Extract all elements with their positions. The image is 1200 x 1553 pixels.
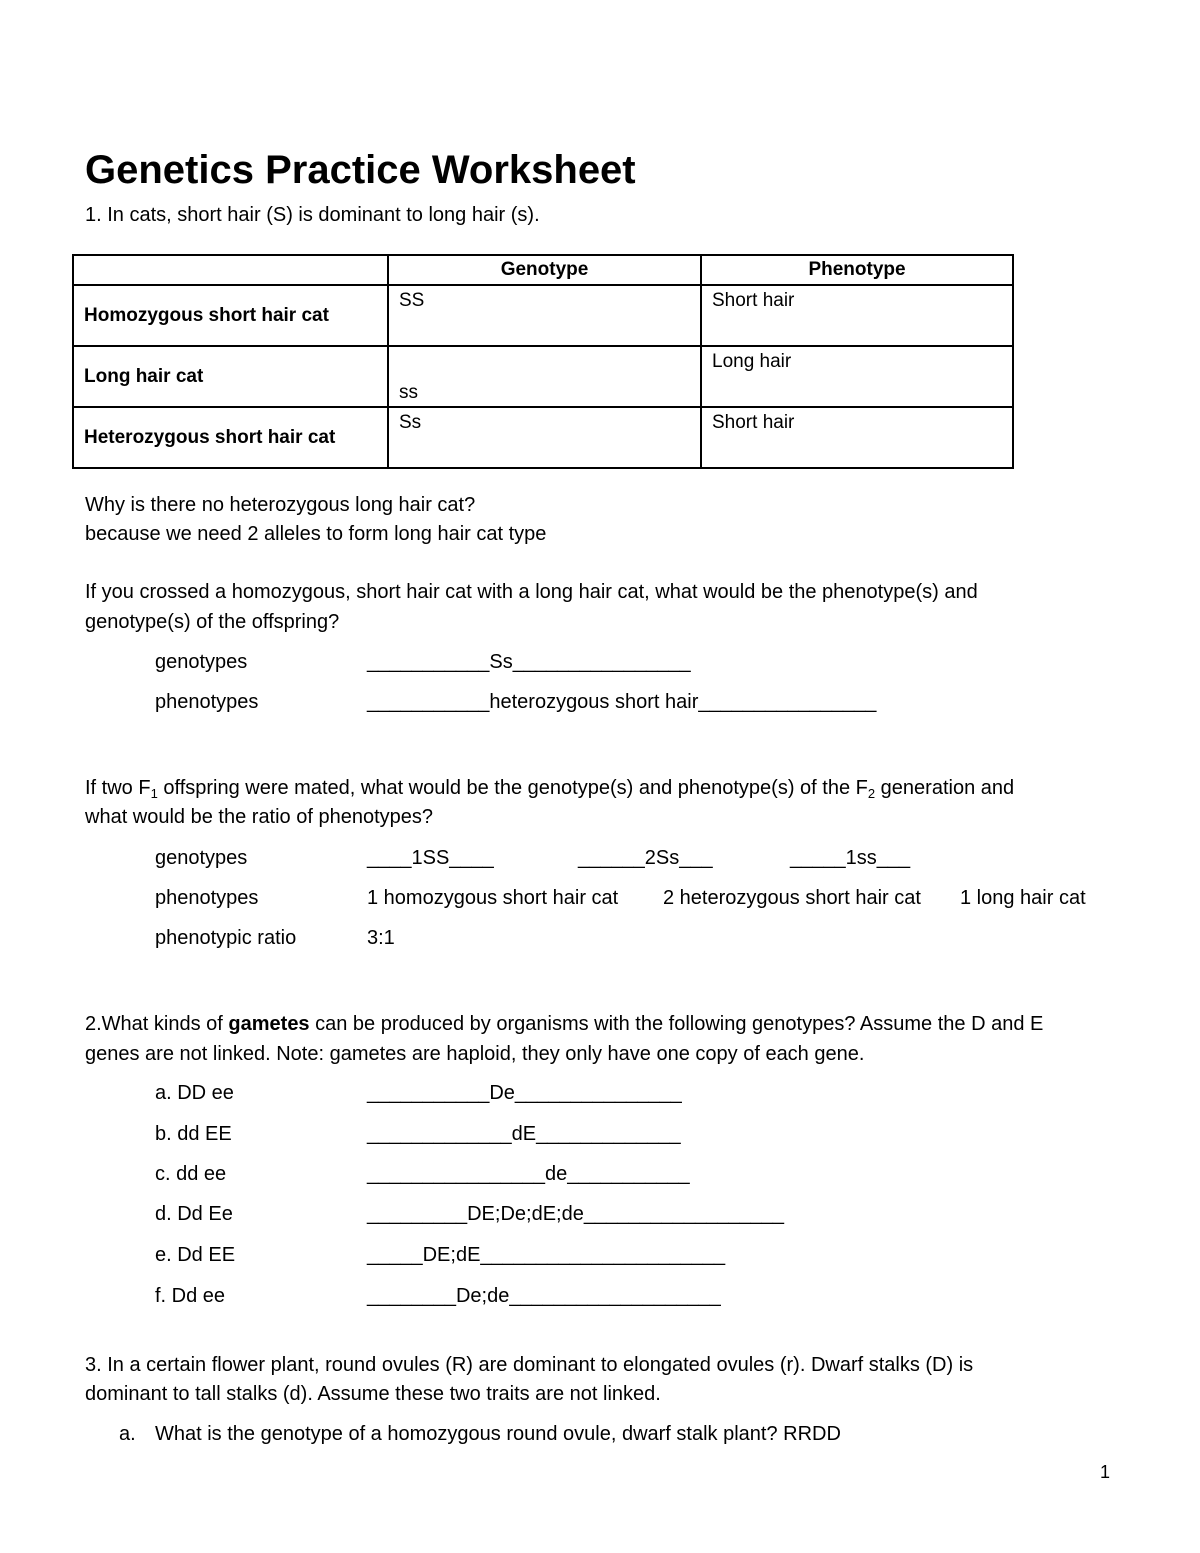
gamete-item-label: d. Dd Ee	[155, 1203, 233, 1225]
cross-genotypes-label: genotypes	[155, 651, 248, 673]
f2-question-part2: offspring were mated, what would be the genotype(s) and phenotype(s) of the F	[157, 777, 868, 799]
f2-genotype-3: _____1ss___	[790, 847, 911, 869]
row-genotype: ss	[388, 346, 701, 407]
q2-line1-bold: gametes	[228, 1013, 310, 1035]
gamete-item-answer: ________________de___________	[367, 1163, 690, 1185]
q2-line1	[85, 1012, 1043, 1036]
genotype-table	[72, 254, 1014, 469]
q2-line1-pre: 2.What kinds of	[85, 1013, 229, 1035]
f2-question-part1: If two F	[85, 777, 151, 799]
gamete-item-answer: ___________De_______________	[367, 1082, 682, 1104]
f2-phenotype-1: 1 homozygous short hair cat	[367, 887, 619, 909]
table-header-genotype: Genotype	[388, 255, 701, 285]
cross-question-line2: genotype(s) of the offspring?	[85, 611, 340, 633]
cross-phenotypes-label: phenotypes	[155, 691, 259, 713]
f2-subscript: 2	[867, 786, 876, 801]
table-header-empty	[73, 255, 388, 285]
q2-line2: genes are not linked. Note: gametes are haploid, they only have one copy of each gene.	[85, 1043, 865, 1065]
q1-intro: 1. In cats, short hair (S) is dominant to long hair (s).	[85, 204, 540, 226]
q2-line1-post: can be produced by organisms with the following genotypes? Assume the D and E	[309, 1013, 1044, 1035]
table-row	[73, 285, 1013, 346]
page-number: 1	[1099, 1462, 1110, 1482]
table-header-row	[73, 255, 1013, 285]
q3a-text: What is the genotype of a homozygous round ovule, dwarf stalk plant? RRDD	[155, 1423, 841, 1445]
row-genotype: SS	[388, 285, 701, 346]
gamete-item-answer: _________DE;De;dE;de__________________	[367, 1203, 785, 1225]
f2-question-part3: generation and	[875, 777, 1015, 799]
gamete-item-label: a. DD ee	[155, 1082, 234, 1104]
f2-phenotypes-label: phenotypes	[155, 887, 259, 909]
row-label: Long hair cat	[73, 346, 388, 407]
f2-genotype-1: ____1SS____	[367, 847, 494, 869]
f2-genotype-2: ______2Ss___	[578, 847, 713, 869]
gamete-item-answer: _____DE;dE______________________	[367, 1244, 726, 1266]
page-title: Genetics Practice Worksheet	[85, 148, 636, 192]
table-header-phenotype: Phenotype	[701, 255, 1013, 285]
q3-line2: dominant to tall stalks (d). Assume these two traits are not linked.	[85, 1383, 661, 1405]
row-phenotype: Long hair	[701, 346, 1013, 407]
cross-phenotypes-answer: ___________heterozygous short hair________________	[367, 691, 877, 713]
f2-question-line2: what would be the ratio of phenotypes?	[85, 806, 434, 828]
f2-question-line1	[85, 776, 1014, 806]
why-question: Why is there no heterozygous long hair cat?	[85, 494, 476, 516]
f2-phenotype-2: 2 heterozygous short hair cat	[663, 887, 921, 909]
f1-subscript: 1	[150, 786, 158, 801]
f2-ratio-value: 3:1	[367, 927, 395, 949]
cross-question-line1: If you crossed a homozygous, short hair cat with a long hair cat, what would be the phenotype(s) and	[85, 581, 978, 603]
gamete-item-label: e. Dd EE	[155, 1244, 236, 1266]
f2-genotypes-label: genotypes	[155, 847, 248, 869]
row-genotype: Ss	[388, 407, 701, 468]
gamete-item-answer: _____________dE_____________	[367, 1123, 681, 1145]
table-row	[73, 346, 1013, 407]
q3a-label: a.	[119, 1423, 136, 1445]
row-phenotype: Short hair	[701, 285, 1013, 346]
row-label: Homozygous short hair cat	[73, 285, 388, 346]
gamete-item-answer: ________De;de___________________	[367, 1285, 721, 1307]
f2-phenotype-3: 1 long hair cat	[960, 887, 1086, 909]
row-phenotype: Short hair	[701, 407, 1013, 468]
gamete-item-label: c. dd ee	[155, 1163, 227, 1185]
row-label: Heterozygous short hair cat	[73, 407, 388, 468]
table-row	[73, 407, 1013, 468]
gamete-item-label: f. Dd ee	[155, 1285, 226, 1307]
f2-ratio-label: phenotypic ratio	[155, 927, 297, 949]
q3-line1: 3. In a certain flower plant, round ovules (R) are dominant to elongated ovules (r). Dwarf stalks (D) is	[85, 1354, 974, 1376]
cross-genotypes-answer: ___________Ss________________	[367, 651, 691, 673]
why-answer: because we need 2 alleles to form long hair cat type	[85, 523, 547, 545]
gamete-item-label: b. dd EE	[155, 1123, 232, 1145]
